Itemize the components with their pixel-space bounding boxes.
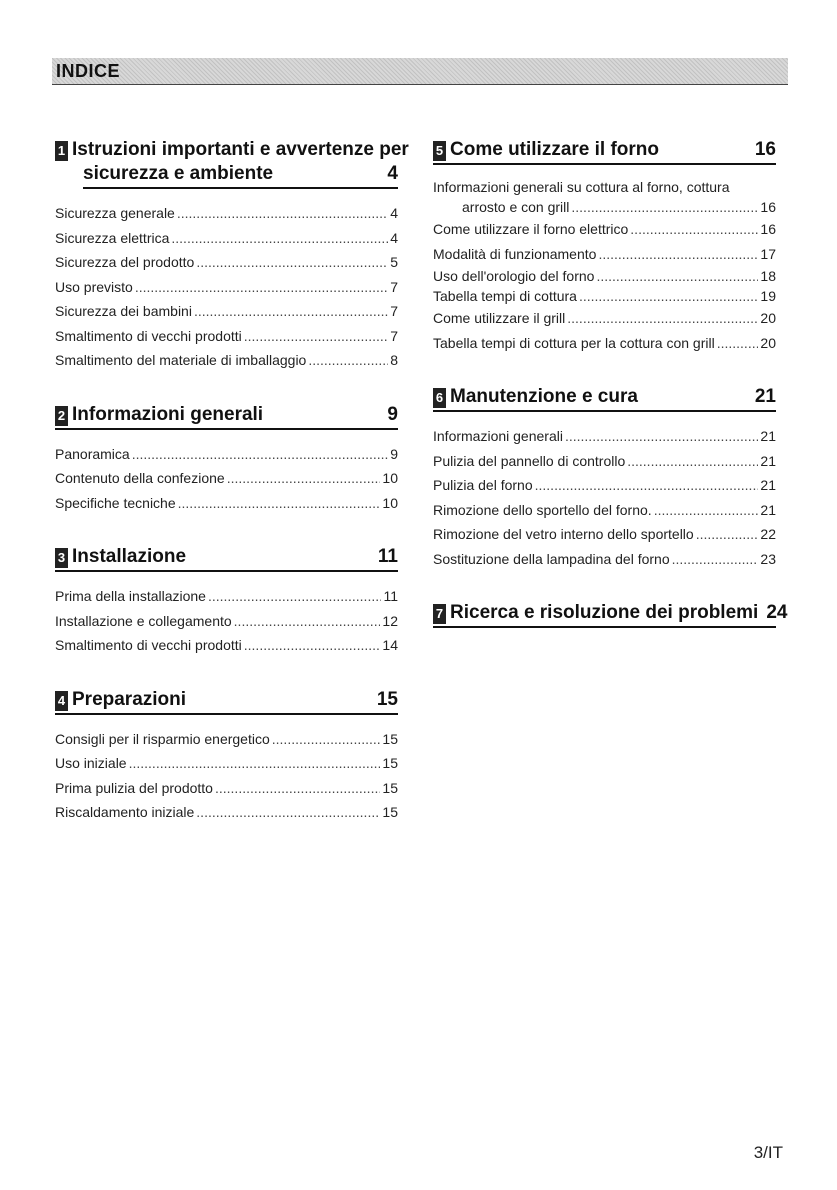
section-1-page: 4 [387,163,398,184]
toc-entry[interactable] [433,449,776,474]
entry-page: 20 [760,334,776,351]
section-3-title: Installazione [72,546,187,567]
toc-entry[interactable] [55,633,398,658]
toc-right-column [433,138,788,658]
entry-label: Uso dell'orologio del forno [433,268,595,284]
toc-entry[interactable] [55,275,398,300]
dot-leader [132,442,389,467]
toc-section-6 [433,385,776,571]
section-1-title-line1: Istruzioni importanti e avvertenze per [72,139,409,160]
toc-entry[interactable] [433,286,776,306]
section-2-title: Informazioni generali [72,403,264,425]
dot-leader [627,449,758,474]
entry-label: Riscaldamento iniziale [55,804,195,820]
entry-page: 21 [760,477,776,493]
entry-label: Sostituzione della lampadina del forno [433,550,670,567]
section-2-number-badge: 2 [55,406,68,426]
section-1-title-line2: sicurezza e ambiente [83,163,274,184]
section-2-heading[interactable] [55,403,398,430]
toc-entry[interactable] [55,226,398,251]
entry-page: 10 [382,470,398,486]
dot-leader [567,306,758,331]
entry-label: Come utilizzare il grill [433,310,566,326]
entry-label: Pulizia del forno [433,477,533,493]
entry-label: Sicurezza del prodotto [55,254,195,270]
entry-label: Installazione e collegamento [55,612,232,629]
section-4-title: Preparazioni [72,688,187,710]
toc-entry[interactable] [433,306,776,331]
dot-leader [129,751,381,776]
toc-entry[interactable] [55,348,398,373]
dot-leader [579,286,758,306]
entry-label: Uso previsto [55,278,133,295]
entry-label: Come utilizzare il forno elettrico [433,221,629,237]
toc-entry[interactable] [55,776,398,801]
index-header-bar [52,58,788,85]
section-6-heading[interactable] [433,385,776,412]
toc-entry[interactable] [55,324,398,349]
entry-label: Consigli per il risparmio energetico [55,730,270,747]
toc-section-2 [55,403,398,516]
dot-leader [208,584,381,609]
entry-label: Sicurezza generale [55,205,175,221]
dot-leader [596,266,758,286]
section-7-page: 24 [766,602,788,623]
toc-entry[interactable] [55,442,398,467]
entry-page: 7 [390,278,398,295]
entry-page: 18 [760,268,776,284]
dot-leader [244,324,388,349]
entry-page: 20 [760,310,776,326]
dot-leader [135,275,388,300]
entry-page: 17 [760,245,776,262]
page-number: 3/IT [753,1143,783,1162]
toc-entry[interactable] [55,584,398,609]
section-1-number-badge: 1 [55,141,68,161]
dot-leader [194,299,388,324]
entry-label: Panoramica [55,445,130,462]
toc-entry[interactable] [55,751,398,776]
toc-section-5 [433,138,776,355]
toc-entry[interactable] [433,217,776,242]
dot-leader [196,800,380,825]
toc-entry[interactable] [433,331,776,356]
dot-leader [177,201,388,226]
dot-leader [535,473,759,498]
toc-entry[interactable] [433,547,776,572]
entry-page: 7 [390,327,398,344]
entry-label: Sicurezza dei bambini [55,303,192,319]
section-2-page: 9 [387,403,398,425]
section-5-page: 16 [754,139,776,160]
toc-entry[interactable] [433,266,776,286]
entry-page: 22 [760,526,776,542]
dot-leader [171,226,388,251]
section-5-heading[interactable] [433,138,776,165]
entry-page: 21 [760,501,776,518]
section-7-heading[interactable] [433,601,788,628]
toc-entry[interactable] [55,250,398,275]
section-6-page: 21 [754,386,776,407]
entry-label: Smaltimento di vecchi prodotti [55,637,242,653]
dot-leader [196,250,388,275]
toc-entry[interactable] [55,466,398,491]
entry-label: Specifiche tecniche [55,494,176,511]
section-7-title: Ricerca e risoluzione dei problemi [450,602,759,623]
entry-label: Rimozione del vetro interno dello sportello [433,526,694,542]
section-6-entries [433,424,776,571]
entry-label: Smaltimento di vecchi prodotti [55,327,242,344]
section-3-number-badge: 3 [55,548,68,568]
toc-left-column [55,138,409,855]
toc-entry[interactable] [55,491,398,516]
entry-page: 7 [390,303,398,319]
section-5-title: Come utilizzare il forno [450,139,660,160]
dot-leader [571,197,758,217]
dot-leader [178,491,381,516]
dot-leader [598,242,758,267]
section-4-heading[interactable] [55,688,398,715]
entry-page: 21 [760,428,776,444]
entry-page: 10 [382,494,398,511]
toc-section-3 [55,545,398,658]
entry-label-line1: Informazioni generali su cottura al forno, cottura [433,179,730,195]
toc-section-4 [55,688,398,825]
entry-label: Tabella tempi di cottura [433,288,577,304]
dot-leader [696,522,759,547]
dot-leader [717,331,759,356]
entry-label: Pulizia del pannello di controllo [433,452,626,469]
entry-page: 15 [382,755,398,771]
entry-label: Rimozione dello sportello del forno. [433,501,652,518]
section-4-number-badge: 4 [55,691,68,711]
entry-label: Smaltimento del materiale di imballaggio [55,352,307,368]
entry-label: Contenuto della confezione [55,470,225,486]
entry-page: 19 [760,288,776,304]
entry-label: Prima della installazione [55,588,206,604]
entry-label: Sicurezza elettrica [55,229,170,246]
toc-section-1 [55,138,409,373]
toc-entry[interactable] [433,424,776,449]
index-title: INDICE [56,61,121,81]
entry-label: Modalità di funzionamento [433,245,597,262]
entry-page: 8 [390,352,398,368]
entry-label-line2: arrosto e con grill [462,199,570,215]
entry-page: 4 [390,205,398,221]
section-4-page: 15 [376,688,398,710]
dot-leader [308,348,388,373]
entry-page: 12 [382,612,398,629]
toc-entry[interactable] [55,201,398,226]
entry-page: 14 [382,637,398,653]
toc-entry[interactable] [433,522,776,547]
section-5-entries [433,217,776,355]
dot-leader [272,727,381,752]
section-3-entries [55,584,398,658]
toc-section-7 [433,601,788,628]
toc-entry[interactable] [55,609,398,634]
section-2-entries [55,442,398,516]
toc-entry[interactable] [433,473,776,498]
dot-leader [565,424,758,449]
toc-entry[interactable] [433,498,776,523]
dot-leader [234,609,381,634]
toc-entry-multiline[interactable] [433,177,776,217]
entry-page: 15 [382,804,398,820]
section-3-heading[interactable] [55,545,398,572]
section-1-heading[interactable] [55,138,409,189]
section-4-entries [55,727,398,825]
dot-leader [654,498,759,523]
section-3-page: 11 [377,546,398,567]
dot-leader [215,776,380,801]
section-1-entries [55,201,398,373]
section-5-number-badge: 5 [433,141,446,161]
entry-page: 16 [760,199,776,215]
section-7-number-badge: 7 [433,604,446,624]
entry-page: 5 [390,254,398,270]
entry-label: Tabella tempi di cottura per la cottura con grill [433,334,715,351]
toc-entry[interactable] [55,299,398,324]
dot-leader [672,547,759,572]
entry-page: 16 [760,221,776,237]
dot-leader [227,466,381,491]
entry-page: 9 [390,445,398,462]
entry-page: 11 [383,588,398,604]
section-6-title: Manutenzione e cura [450,386,638,407]
dot-leader [244,633,381,658]
dot-leader [630,217,758,242]
entry-label: Uso iniziale [55,755,127,771]
entry-label: Informazioni generali [433,428,563,444]
entry-page: 4 [390,229,398,246]
toc-entry[interactable] [55,800,398,825]
toc-entry[interactable] [433,242,776,267]
entry-page: 15 [382,779,398,796]
entry-page: 15 [382,730,398,747]
toc-entry[interactable] [55,727,398,752]
entry-label: Prima pulizia del prodotto [55,779,213,796]
entry-page: 23 [760,550,776,567]
section-6-number-badge: 6 [433,388,446,408]
entry-page: 21 [760,452,776,469]
